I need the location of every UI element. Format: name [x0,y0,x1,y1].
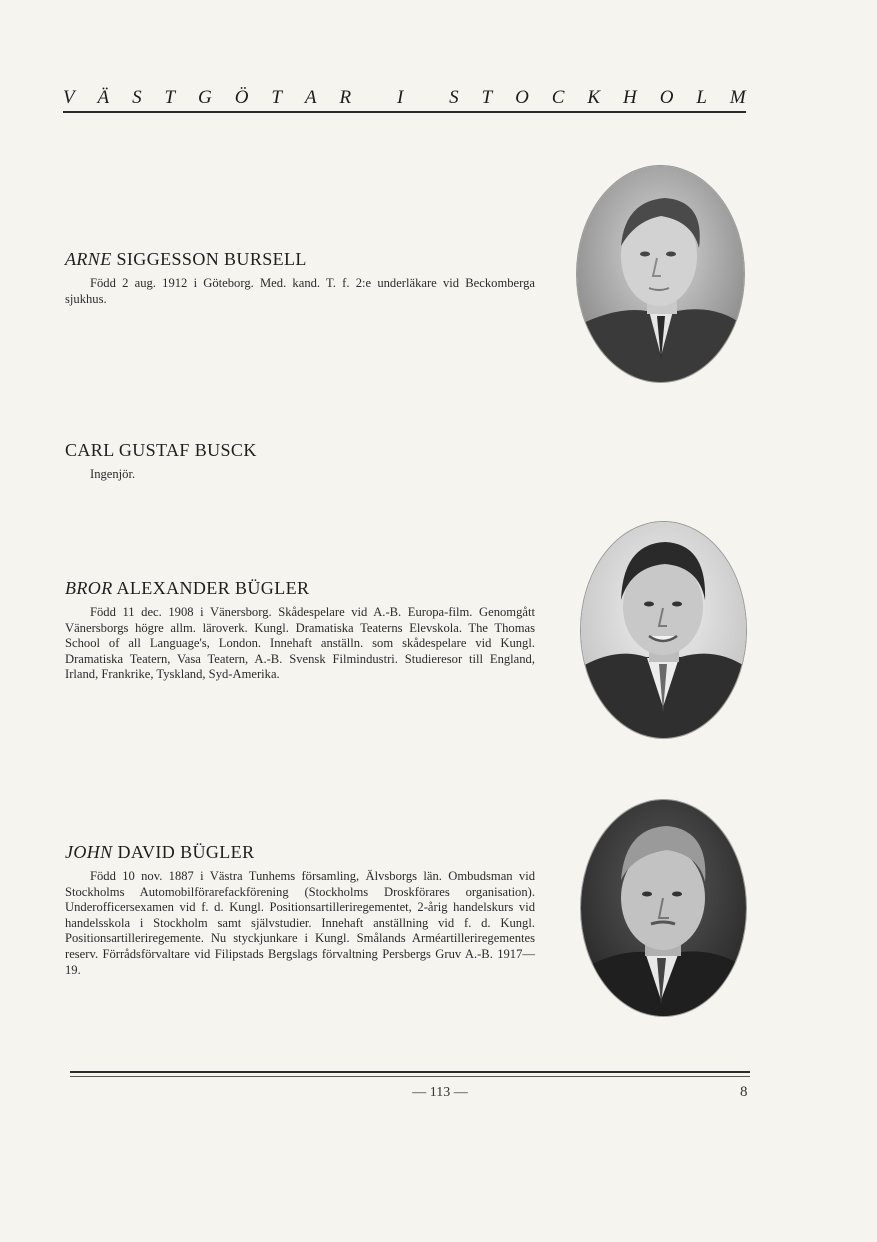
running-head-letter: L [696,87,707,108]
entry-surname: CARL GUSTAF BUSCK [65,440,257,460]
entry-biography: Född 10 nov. 1887 i Västra Tunhems församling, Älvsborgs län. Ombudsman vid Stockholms Automobilförarefackförening (Stockholms Droskförares organisation). Underofficersexamen vid f. d. Kungl. Positionsartilleriregementet, 2-årig handelskurs vid handelsskola i Stockholm samt självstudier. Innehaft anställning vid f. d. Kungl. Positionsartilleriregemente. Nu styckjunkare i Kungl. Smålands Arméartilleriregementes reserv. Förrådsförvaltare vid Filipstads Bergslags förvaltning Persbergs Gruv A.-B. 1917—19. [65,869,535,977]
running-head-letter: S [449,87,459,108]
entry-name [65,842,535,863]
running-head-letter: Ä [97,87,110,108]
running-head-letter: Ö [234,87,249,108]
entry-given-name: ARNE [65,249,112,269]
running-head-letter: A [304,87,317,108]
entry-biography: Född 2 aug. 1912 i Göteborg. Med. kand. T. f. 2:e underläkare vid Beckomberga sjukhus. [65,276,535,306]
running-head-letter: I [396,87,404,108]
running-head-letter: V [63,87,75,108]
entry-surname: SIGGESSON BURSELL [116,249,307,269]
entry-given-name: BROR [65,578,113,598]
running-head-letter: O [659,87,674,108]
entry-surname: DAVID BÜGLER [117,842,255,862]
running-head [63,87,746,109]
running-head-letter: M [729,87,746,108]
header-rule [63,111,746,113]
portrait-photo [581,800,746,1016]
page-number: — 113 — [412,1085,468,1100]
entry-name [65,249,535,270]
entry-name [65,578,535,599]
running-head-letter: R [339,87,352,108]
running-head-letter: O [515,87,529,108]
running-head-letter: T [481,87,493,108]
running-head-letter: H [623,87,637,108]
entry-bror-bugler [65,578,535,683]
entry-biography: Ingenjör. [90,467,136,481]
running-head-letter: K [587,87,601,108]
running-head-letter: S [132,87,142,108]
entry-surname: ALEXANDER BÜGLER [116,578,310,598]
entry-name [65,440,535,461]
entry-arne-bursell [65,249,535,307]
entry-carl-busck [65,440,535,483]
running-head-letter: G [198,87,212,108]
signature-mark: 8 [740,1084,748,1100]
portrait-photo [577,166,744,382]
running-head-letter: T [164,87,176,108]
portrait-photo [581,522,746,738]
footer-rule [70,1071,750,1073]
running-head-letter: C [551,87,565,108]
entry-john-bugler [65,842,535,978]
entry-given-name: JOHN [65,842,113,862]
running-head-letter: T [271,87,282,108]
entry-biography: Född 11 dec. 1908 i Vänersborg. Skådespelare vid A.-B. Europa-film. Genomgått Vänersborgs högre allm. läroverk. Kungl. Dramatiska Teaterns Elevskola. The Thomas School of all Language's, London. Innehaft anställn. som skådespelare vid Kungl. Dramatiska Teatern, Vasa Teatern, A.-B. Svensk Filmindustri. Studieresor till England, Irland, Frankrike, Tyskland, Syd-Amerika. [65,605,535,682]
footer-rule [70,1076,750,1077]
